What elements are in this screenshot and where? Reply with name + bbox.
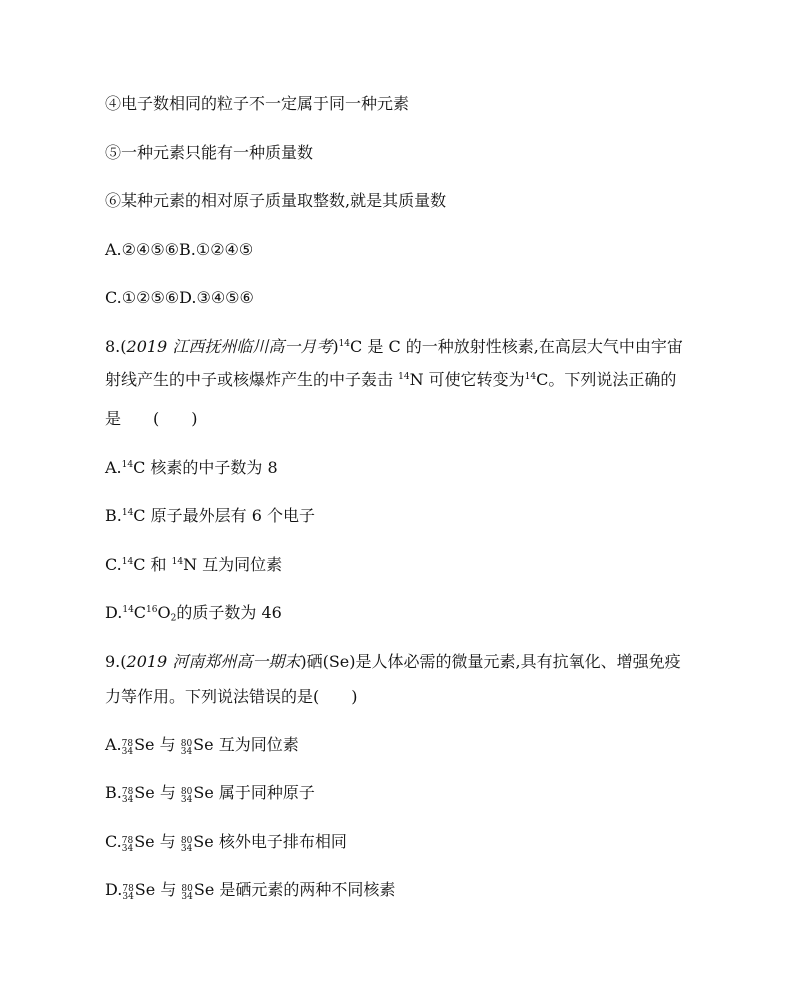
isotope-notation-80: 80 34 bbox=[180, 738, 193, 758]
q8-option-b: B.$^{14}$C 原子最外层有 6 个电子 bbox=[105, 506, 315, 525]
q8-source: 2019 江西抚州临川高一月考 bbox=[126, 337, 333, 356]
q9-option-b: B. 78 34 Se 与 80 34 Se 属于同种原子 bbox=[105, 783, 315, 806]
q9-option-c: C. 78 34 Se 与 80 34 Se 核外电子排布相同 bbox=[105, 832, 347, 855]
statement-4: ④电子数相同的粒子不一定属于同一种元素 bbox=[105, 94, 410, 113]
q8-stem-line1: 8.(2019 江西抚州临川高一月考)$^{14}$C 是 C 的一种放射性核素,在高层大气中由宇宙 bbox=[105, 337, 683, 356]
options-c-d: C.①②⑤⑥D.③④⑤⑥ bbox=[105, 288, 254, 307]
q8-option-c: C.$^{14}$C 和 $^{14}$N 互为同位素 bbox=[105, 555, 283, 574]
q8-stem-line3: 是 ( ) bbox=[105, 409, 198, 428]
q9-option-a: A. 78 34 Se 与 80 34 Se 互为同位素 bbox=[105, 735, 299, 758]
q9-source: 2019 河南郑州高一期末 bbox=[126, 652, 301, 671]
isotope-notation-78: 78 34 bbox=[121, 738, 134, 758]
q8-option-a: A.$^{14}$C 核素的中子数为 8 bbox=[105, 458, 278, 477]
q9-option-d: D. 78 34 Se 与 80 34 Se 是硒元素的两种不同核素 bbox=[105, 880, 396, 903]
q9-stem-line2: 力等作用。下列说法错误的是( ) bbox=[105, 687, 358, 706]
statement-6: ⑥某种元素的相对原子质量取整数,就是其质量数 bbox=[105, 191, 447, 210]
q8-stem-line2: 射线产生的中子或核爆炸产生的中子轰击 $^{14}$N 可使它转变为$^{14}$C。下列说法正确的 bbox=[105, 370, 677, 389]
statement-5: ⑤一种元素只能有一种质量数 bbox=[105, 143, 314, 162]
q8-option-d: $D.^{14}C^{16}O_2$的质子数为 46 bbox=[105, 603, 282, 624]
q9-stem-line1: 9.(2019 河南郑州高一期末)硒(Se)是人体必需的微量元素,具有抗氧化、增强免疫 bbox=[105, 652, 681, 671]
options-a-b: A.②④⑤⑥B.①②④⑤ bbox=[105, 240, 254, 259]
